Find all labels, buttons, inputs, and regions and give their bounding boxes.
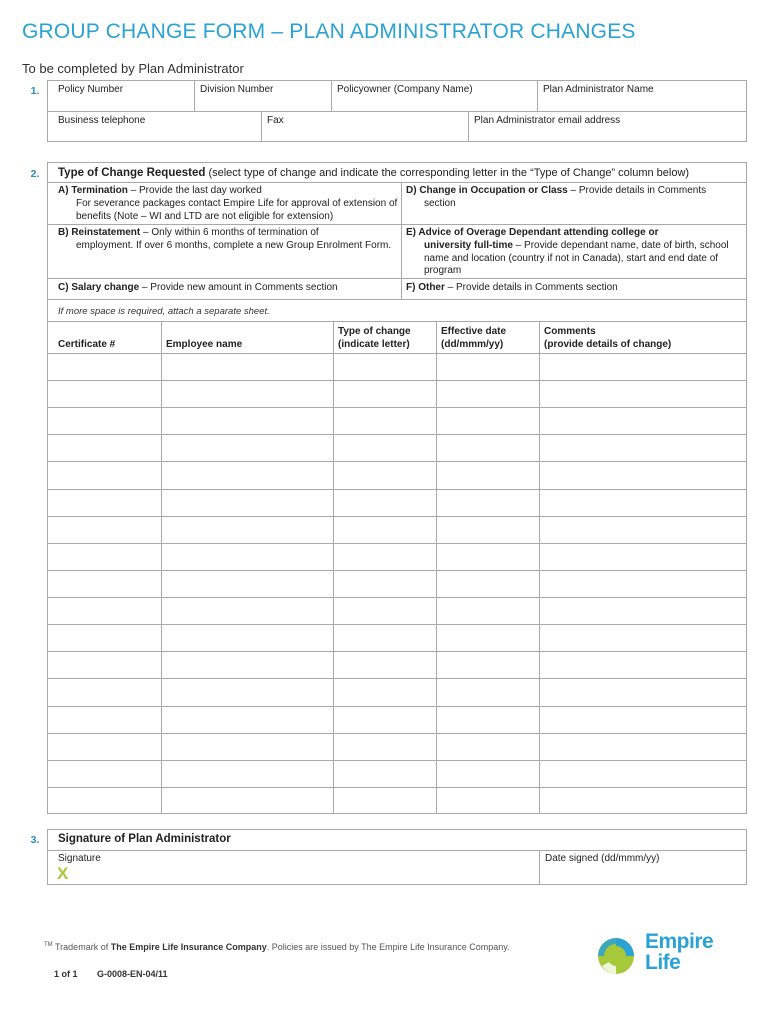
division-number-label: Division Number <box>200 84 274 95</box>
table-cell-input[interactable] <box>162 679 333 705</box>
table-cell-input[interactable] <box>437 652 539 678</box>
table-cell-input[interactable] <box>162 490 333 516</box>
table-cell-input[interactable] <box>334 354 436 380</box>
tm-mark: TM <box>44 942 53 948</box>
option-b-text: – Only within 6 months of termination of <box>140 227 319 238</box>
logo-line2: Life <box>645 951 681 974</box>
table-cell-input[interactable] <box>48 598 161 624</box>
options-divider <box>47 224 747 225</box>
table-cell-input[interactable] <box>162 462 333 488</box>
column-header-type-of-change <box>338 326 411 351</box>
logo-wordmark <box>645 931 713 973</box>
table-cell-input[interactable] <box>540 381 747 407</box>
options-column-divider <box>401 182 402 299</box>
table-cell-input[interactable] <box>48 788 161 814</box>
business-telephone-field[interactable] <box>52 112 149 128</box>
table-cell-input[interactable] <box>437 707 539 733</box>
table-cell-input[interactable] <box>437 490 539 516</box>
section-1-box <box>47 80 747 142</box>
option-f-label: F) Other <box>406 282 445 293</box>
table-cell-input[interactable] <box>162 625 333 651</box>
plan-admin-name-label: Plan Administrator Name <box>543 84 654 95</box>
table-cell-input[interactable] <box>540 679 747 705</box>
section-3-number: 3. <box>30 834 40 846</box>
table-top-border <box>47 321 747 322</box>
table-cell-input[interactable] <box>48 707 161 733</box>
table-cell-input[interactable] <box>540 707 747 733</box>
business-telephone-label: Business telephone <box>58 115 146 126</box>
option-e-overage-dependant <box>406 227 744 278</box>
table-cell-input[interactable] <box>540 462 747 488</box>
table-cell-input[interactable] <box>334 734 436 760</box>
form-subtitle: To be completed by Plan Administrator <box>22 61 244 76</box>
table-cell-input[interactable] <box>437 517 539 543</box>
table-cell-input[interactable] <box>540 598 747 624</box>
table-cell-input[interactable] <box>437 408 539 434</box>
table-cell-input[interactable] <box>437 462 539 488</box>
table-cell-input[interactable] <box>334 408 436 434</box>
table-cell-input[interactable] <box>48 435 161 461</box>
policyowner-label: Policyowner (Company Name) <box>337 84 473 95</box>
type-of-change-line2: (indicate letter) <box>338 338 410 350</box>
table-cell-input[interactable] <box>334 571 436 597</box>
table-cell-input[interactable] <box>540 354 747 380</box>
table-cell-input[interactable] <box>334 517 436 543</box>
policy-number-field[interactable] <box>52 81 127 97</box>
option-f-text: – Provide details in Comments section <box>444 282 618 293</box>
table-cell-input[interactable] <box>48 490 161 516</box>
table-cell-input[interactable] <box>48 544 161 570</box>
table-cell-input[interactable] <box>540 571 747 597</box>
table-cell-input[interactable] <box>48 571 161 597</box>
option-e-detail <box>406 240 744 278</box>
type-of-change-instructions: (select type of change and indicate the corresponding letter in the “Type of Change” column below) <box>208 167 690 179</box>
option-d-occupation-class <box>406 185 744 211</box>
option-a-label: A) Termination <box>58 185 128 196</box>
trademark-suffix: . Policies are issued by The Empire Life Insurance Company. <box>266 942 510 952</box>
table-cell-input[interactable] <box>437 788 539 814</box>
type-of-change-title: Type of Change Requested <box>58 167 206 179</box>
logo-line1: Empire <box>645 930 714 953</box>
options-divider <box>47 299 747 300</box>
column-header-effective-date <box>441 326 506 351</box>
form-title: GROUP CHANGE FORM – PLAN ADMINISTRATOR CHANGES <box>22 20 636 43</box>
table-cell-input[interactable] <box>540 408 747 434</box>
table-cell-input[interactable] <box>48 625 161 651</box>
plan-admin-email-field[interactable] <box>468 112 624 128</box>
table-cell-input[interactable] <box>334 490 436 516</box>
table-cell-input[interactable] <box>48 354 161 380</box>
column-header-comments <box>544 326 671 351</box>
table-cell-input[interactable] <box>437 625 539 651</box>
table-cell-input[interactable] <box>334 625 436 651</box>
type-of-change-heading <box>58 167 689 179</box>
effective-date-line2: (dd/mmm/yy) <box>441 338 504 350</box>
table-cell-input[interactable] <box>48 517 161 543</box>
option-a-text: – Provide the last day worked <box>127 185 262 196</box>
option-a-termination <box>58 185 398 223</box>
section-1-row-divider <box>48 111 746 112</box>
table-cell-input[interactable] <box>334 462 436 488</box>
table-cell-input[interactable] <box>540 435 747 461</box>
table-cell-input[interactable] <box>540 490 747 516</box>
table-cell-input[interactable] <box>48 761 161 787</box>
table-cell-input[interactable] <box>162 571 333 597</box>
option-e-detail-text: – Provide dependant name, date of birth, school name and location (country if not in Canada), start and end date of program <box>424 239 729 277</box>
table-cell-input[interactable] <box>437 354 539 380</box>
option-b-label: B) Reinstatement <box>58 227 141 238</box>
table-cell-input[interactable] <box>48 462 161 488</box>
option-c-text: – Provide new amount in Comments section <box>139 282 338 293</box>
table-cell-input[interactable] <box>48 408 161 434</box>
column-header-certificate: Certificate # <box>58 339 116 350</box>
table-cell-input[interactable] <box>48 652 161 678</box>
table-cell-input[interactable] <box>437 598 539 624</box>
table-cell-input[interactable] <box>162 652 333 678</box>
table-cell-input[interactable] <box>334 679 436 705</box>
table-cell-input[interactable] <box>162 707 333 733</box>
column-header-employee-name: Employee name <box>166 339 243 350</box>
extra-space-note: If more space is required, attach a separate sheet. <box>58 306 270 317</box>
form-code: G-0008-EN-04/11 <box>97 969 168 979</box>
table-cell-input[interactable] <box>162 408 333 434</box>
trademark-prefix: Trademark of <box>55 942 109 952</box>
option-d-text: – Provide details in Comments <box>567 185 707 196</box>
section-1-number: 1. <box>30 85 40 97</box>
table-cell-input[interactable] <box>540 761 747 787</box>
date-signed-field[interactable] <box>539 850 745 884</box>
table-cell-input[interactable] <box>48 381 161 407</box>
page-number: 1 of 1 <box>54 969 78 979</box>
table-cell-input[interactable] <box>334 761 436 787</box>
table-cell-input[interactable] <box>334 707 436 733</box>
section-2-number: 2. <box>30 168 40 180</box>
table-cell-input[interactable] <box>162 598 333 624</box>
option-e-detail-bold: university full-time <box>424 239 513 251</box>
option-d-detail: section <box>424 197 456 209</box>
table-cell-input[interactable] <box>162 788 333 814</box>
table-cell-input[interactable] <box>48 679 161 705</box>
table-cell-input[interactable] <box>162 381 333 407</box>
table-cell-input[interactable] <box>540 788 747 814</box>
plan-admin-email-label: Plan Administrator email address <box>474 115 621 126</box>
table-cell-input[interactable] <box>48 734 161 760</box>
option-c-salary-change <box>58 282 398 295</box>
table-cell-input[interactable] <box>334 381 436 407</box>
table-cell-input[interactable] <box>540 517 747 543</box>
division-number-field[interactable] <box>194 81 277 97</box>
date-signed-label: Date signed (dd/mmm/yy) <box>545 853 660 864</box>
type-of-change-line1: Type of change <box>338 326 411 337</box>
plan-admin-name-field[interactable] <box>537 81 658 97</box>
comments-line1: Comments <box>544 326 596 337</box>
trademark-company: The Empire Life Insurance Company <box>110 942 267 952</box>
option-c-label: C) Salary change <box>58 282 140 293</box>
table-cell-input[interactable] <box>162 761 333 787</box>
table-cell-input[interactable] <box>540 544 747 570</box>
table-cell-input[interactable] <box>437 761 539 787</box>
table-cell-input[interactable] <box>162 544 333 570</box>
trademark-notice <box>44 942 510 952</box>
effective-date-line1: Effective date <box>441 326 507 337</box>
table-cell-input[interactable] <box>540 625 747 651</box>
signature-heading: Signature of Plan Administrator <box>58 833 231 845</box>
table-cell-input[interactable] <box>162 734 333 760</box>
signature-label: Signature <box>58 853 101 864</box>
table-cell-input[interactable] <box>540 652 747 678</box>
table-cell-input[interactable] <box>437 435 539 461</box>
option-b-reinstatement <box>58 227 398 253</box>
options-divider <box>47 182 747 183</box>
option-d-label: D) Change in Occupation or Class <box>406 185 568 196</box>
table-cell-input[interactable] <box>334 544 436 570</box>
option-a-detail: For severance packages contact Empire Life for approval of extension of benefits (Note – WI and LTD are not eligible for extension) <box>76 197 398 222</box>
table-cell-input[interactable] <box>334 652 436 678</box>
table-cell-input[interactable] <box>437 679 539 705</box>
signature-field[interactable] <box>52 850 542 884</box>
comments-line2: (provide details of change) <box>544 338 672 350</box>
option-f-other <box>406 282 744 295</box>
fax-label: Fax <box>267 115 284 126</box>
table-cell-input[interactable] <box>437 381 539 407</box>
table-cell-input[interactable] <box>334 435 436 461</box>
table-cell-input[interactable] <box>437 571 539 597</box>
table-cell-input[interactable] <box>162 517 333 543</box>
option-b-detail: employment. If over 6 months, complete a new Group Enrolment Form. <box>76 239 392 251</box>
table-cell-input[interactable] <box>162 354 333 380</box>
table-cell-input[interactable] <box>162 435 333 461</box>
option-e-label: E) Advice of Overage Dependant attending college or <box>406 227 659 238</box>
table-cell-input[interactable] <box>540 734 747 760</box>
table-cell-input[interactable] <box>437 734 539 760</box>
policyowner-field[interactable] <box>331 81 477 97</box>
policy-number-label: Policy Number <box>58 84 124 95</box>
fax-field[interactable] <box>261 112 288 128</box>
table-cell-input[interactable] <box>334 788 436 814</box>
signature-x-mark: X <box>57 864 69 883</box>
table-cell-input[interactable] <box>437 544 539 570</box>
table-cell-input[interactable] <box>334 598 436 624</box>
